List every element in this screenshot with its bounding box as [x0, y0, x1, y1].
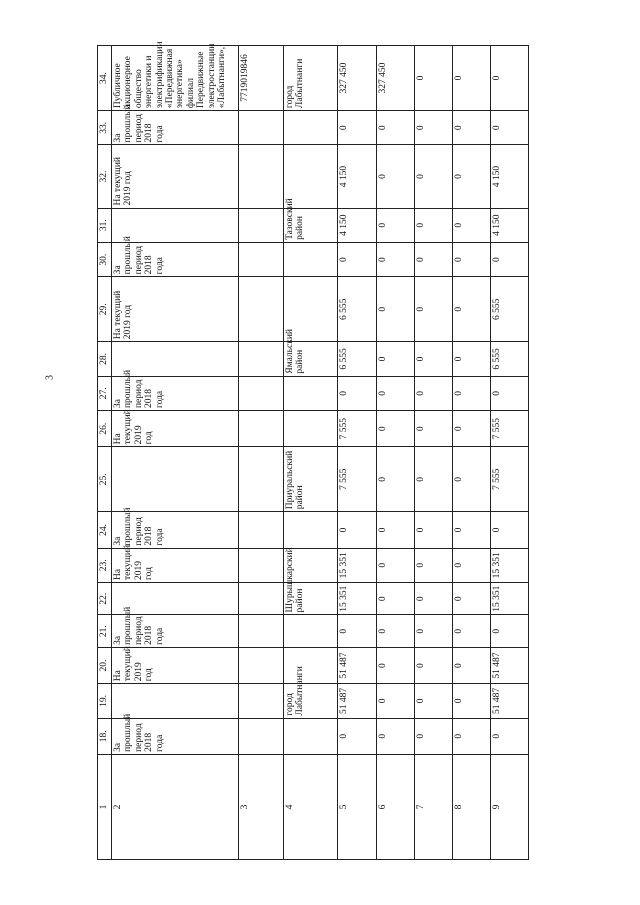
- row-col9: 0: [490, 111, 528, 145]
- row-col5: 0: [338, 376, 376, 410]
- row-col7: 0: [414, 342, 452, 376]
- row-col9: 51 487: [490, 684, 528, 718]
- row-col9: 0: [490, 46, 528, 111]
- row-col6: 0: [376, 277, 414, 342]
- row-col6: 0: [376, 145, 414, 208]
- row-col7: 0: [414, 277, 452, 342]
- row-col7: 0: [414, 376, 452, 410]
- row-col7: 0: [414, 411, 452, 447]
- row-col8: 0: [452, 111, 490, 145]
- row-col9: 6 555: [490, 277, 528, 342]
- row-col6: 0: [376, 342, 414, 376]
- row-col9: 15 351: [490, 548, 528, 582]
- row-col7: 0: [414, 46, 452, 111]
- row-col6: 0: [376, 647, 414, 683]
- row-number: 21.: [98, 615, 112, 647]
- row-name: На текущий 2019 год: [111, 548, 238, 582]
- row-col6: 0: [376, 376, 414, 410]
- row-number: 27.: [98, 376, 112, 410]
- row-inn: [238, 447, 283, 512]
- row-inn: [238, 512, 283, 548]
- row-col6: 0: [376, 208, 414, 242]
- row-name: На текущий 2019 год: [111, 647, 238, 683]
- column-header: 5: [338, 754, 376, 859]
- row-inn: [238, 582, 283, 614]
- row-col9: 0: [490, 718, 528, 754]
- row-col8: 0: [452, 277, 490, 342]
- row-col5: 15 351: [338, 582, 376, 614]
- table-column-2: [111, 46, 238, 860]
- row-number: 22.: [98, 582, 112, 614]
- row-col8: 0: [452, 512, 490, 548]
- row-col6: 0: [376, 548, 414, 582]
- column-header: 7: [414, 754, 452, 859]
- table-column-1: [98, 46, 112, 860]
- row-name: За прошлый период 2018 года: [111, 376, 238, 410]
- row-number: 20.: [98, 647, 112, 683]
- table-column-9: [490, 46, 528, 860]
- row-territory: [283, 242, 338, 276]
- row-col5: 0: [338, 615, 376, 647]
- row-col6: 0: [376, 111, 414, 145]
- row-col8: 0: [452, 647, 490, 683]
- row-col5: 4 150: [338, 145, 376, 208]
- row-col6: 0: [376, 718, 414, 754]
- row-territory: [283, 512, 338, 548]
- row-col7: 0: [414, 512, 452, 548]
- row-number: 33.: [98, 111, 112, 145]
- row-inn: [238, 411, 283, 447]
- row-inn: [238, 548, 283, 582]
- row-col5: 51 487: [338, 647, 376, 683]
- row-inn: [238, 615, 283, 647]
- row-col5: 15 351: [338, 548, 376, 582]
- row-number: 32.: [98, 145, 112, 208]
- row-inn: [238, 277, 283, 342]
- row-col6: 0: [376, 411, 414, 447]
- column-header: 1: [98, 754, 112, 859]
- row-inn: 7719019846: [238, 46, 283, 111]
- row-name: [111, 447, 238, 512]
- row-col7: 0: [414, 684, 452, 718]
- row-territory: [283, 376, 338, 410]
- row-territory: [283, 647, 338, 683]
- row-col9: 6 555: [490, 342, 528, 376]
- row-col6: 0: [376, 512, 414, 548]
- table-column-5: [338, 46, 376, 860]
- row-col9: 0: [490, 242, 528, 276]
- row-name: Публичное акционерное общество энергетики и электрификации «Передвижная энергетика» филиал Передвижные электростанции «Лабытнанги»,: [111, 46, 238, 111]
- row-name: На текущий 2019 год: [111, 411, 238, 447]
- row-col9: 4 150: [490, 208, 528, 242]
- row-col6: 0: [376, 582, 414, 614]
- row-col8: 0: [452, 718, 490, 754]
- row-col9: 4 150: [490, 145, 528, 208]
- table-column-8: [452, 46, 490, 860]
- row-col9: 7 555: [490, 411, 528, 447]
- row-col5: 0: [338, 512, 376, 548]
- row-col7: 0: [414, 145, 452, 208]
- row-col5: 6 555: [338, 342, 376, 376]
- row-number: 28.: [98, 342, 112, 376]
- row-col7: 0: [414, 447, 452, 512]
- row-col9: 0: [490, 615, 528, 647]
- row-name: На текущий 2019 год: [111, 145, 238, 208]
- row-number: 18.: [98, 718, 112, 754]
- row-col6: 327 450: [376, 46, 414, 111]
- row-number: 25.: [98, 447, 112, 512]
- row-col8: 0: [452, 342, 490, 376]
- row-col5: 7 555: [338, 411, 376, 447]
- row-col5: 0: [338, 111, 376, 145]
- row-inn: [238, 647, 283, 683]
- row-number: 23.: [98, 548, 112, 582]
- row-col7: 0: [414, 208, 452, 242]
- row-inn: [238, 684, 283, 718]
- column-header: 8: [452, 754, 490, 859]
- row-territory: Тазовский район: [283, 208, 338, 242]
- row-territory: Приуральский район: [283, 447, 338, 512]
- row-inn: [238, 342, 283, 376]
- row-col5: 0: [338, 242, 376, 276]
- row-territory: [283, 411, 338, 447]
- row-number: 34.: [98, 46, 112, 111]
- row-col7: 0: [414, 615, 452, 647]
- row-col9: 7 555: [490, 447, 528, 512]
- row-name: За прошлый период 2018 года: [111, 242, 238, 276]
- row-col9: 15 351: [490, 582, 528, 614]
- row-col9: 51 487: [490, 647, 528, 683]
- row-name: За прошлый период 2018 года: [111, 718, 238, 754]
- row-col9: 0: [490, 512, 528, 548]
- row-territory: Шурышкарский район: [283, 582, 338, 614]
- table-column-3: [238, 46, 283, 860]
- row-col5: 4 150: [338, 208, 376, 242]
- row-territory: город Лабытнанги: [283, 684, 338, 718]
- row-number: 24.: [98, 512, 112, 548]
- row-territory: [283, 718, 338, 754]
- row-col8: 0: [452, 684, 490, 718]
- row-name: За прошлый период 2018 года: [111, 512, 238, 548]
- column-header: 3: [238, 754, 283, 859]
- row-col8: 0: [452, 376, 490, 410]
- row-number: 26.: [98, 411, 112, 447]
- row-inn: [238, 376, 283, 410]
- row-col8: 0: [452, 447, 490, 512]
- row-col7: 0: [414, 582, 452, 614]
- row-territory: [283, 615, 338, 647]
- row-col9: 0: [490, 376, 528, 410]
- row-col6: 0: [376, 615, 414, 647]
- row-col5: 327 450: [338, 46, 376, 111]
- row-inn: [238, 111, 283, 145]
- row-inn: [238, 208, 283, 242]
- row-col7: 0: [414, 111, 452, 145]
- row-territory: город Лабытнанги: [283, 46, 338, 111]
- row-name: За прошлый период 2018 года: [111, 615, 238, 647]
- row-territory: [283, 111, 338, 145]
- row-inn: [238, 718, 283, 754]
- row-col8: 0: [452, 46, 490, 111]
- row-col6: 0: [376, 684, 414, 718]
- row-number: 31.: [98, 208, 112, 242]
- row-col7: 0: [414, 242, 452, 276]
- row-col5: 6 555: [338, 277, 376, 342]
- row-number: 30.: [98, 242, 112, 276]
- row-col5: 0: [338, 718, 376, 754]
- row-number: 29.: [98, 277, 112, 342]
- row-col7: 0: [414, 647, 452, 683]
- row-name: [111, 684, 238, 718]
- row-col6: 0: [376, 242, 414, 276]
- row-col8: 0: [452, 548, 490, 582]
- row-name: За прошлый период 2018 года: [111, 111, 238, 145]
- column-header: 9: [490, 754, 528, 859]
- row-col5: 7 555: [338, 447, 376, 512]
- row-col7: 0: [414, 718, 452, 754]
- table-column-4: [283, 46, 338, 860]
- column-header: 4: [283, 754, 338, 859]
- row-col5: 51 487: [338, 684, 376, 718]
- column-header: 2: [111, 754, 238, 859]
- row-col8: 0: [452, 411, 490, 447]
- row-col6: 0: [376, 447, 414, 512]
- row-col7: 0: [414, 548, 452, 582]
- row-col8: 0: [452, 208, 490, 242]
- row-col8: 0: [452, 242, 490, 276]
- row-name: На текущий 2019 год: [111, 277, 238, 342]
- row-number: 19.: [98, 684, 112, 718]
- row-col8: 0: [452, 145, 490, 208]
- table-body: [98, 41, 529, 860]
- page-number: 3: [44, 375, 56, 380]
- row-col8: 0: [452, 615, 490, 647]
- table-column-6: [376, 46, 414, 860]
- column-header: 6: [376, 754, 414, 859]
- table-column-7: [414, 46, 452, 860]
- data-table: [97, 41, 529, 860]
- row-col8: 0: [452, 582, 490, 614]
- row-inn: [238, 145, 283, 208]
- row-territory: Ямальский район: [283, 342, 338, 376]
- row-inn: [238, 242, 283, 276]
